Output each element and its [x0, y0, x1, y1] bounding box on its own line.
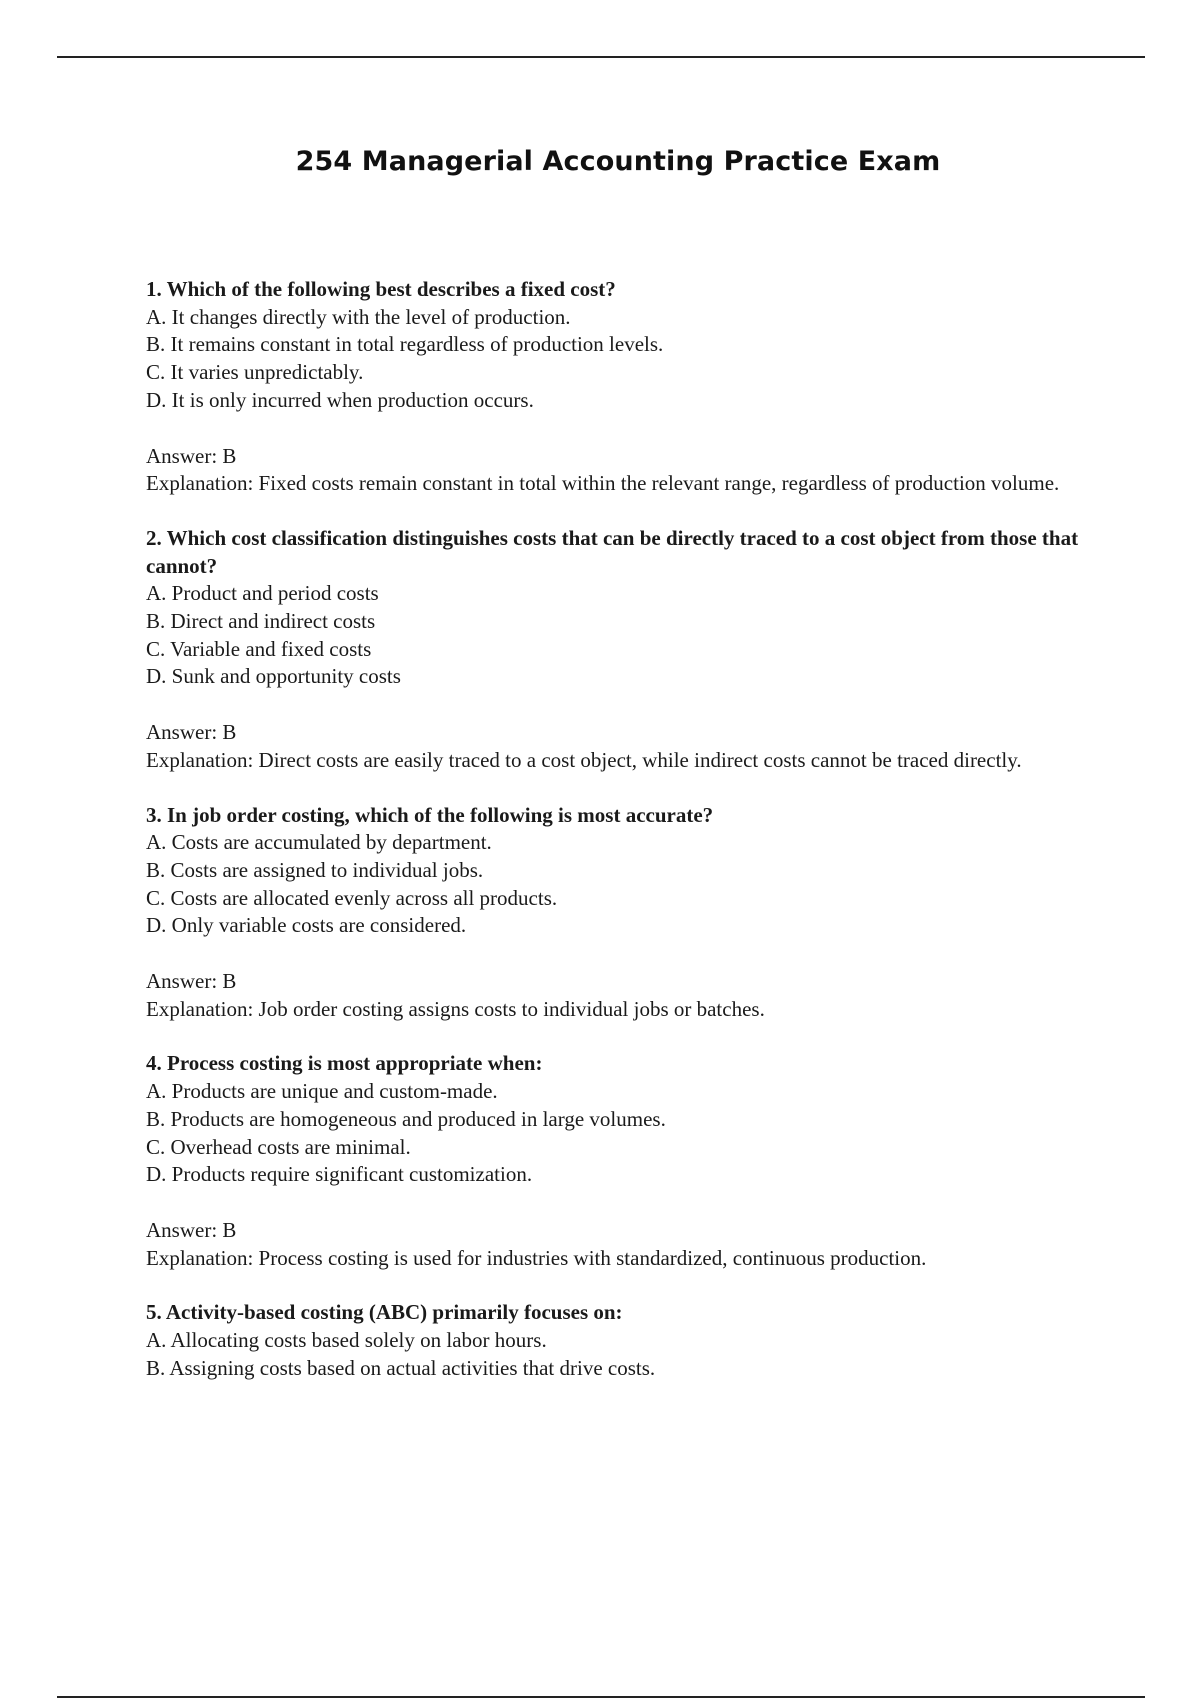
- question-4: [146, 1050, 1086, 1272]
- option-b: B. Direct and indirect costs: [146, 609, 376, 634]
- header-rule: [57, 56, 1145, 58]
- option-d: D. Sunk and opportunity costs: [146, 664, 401, 689]
- question-2: [146, 525, 1086, 775]
- option-b: B. It remains constant in total regardless of production levels.: [146, 332, 664, 357]
- option-c: C. It varies unpredictably.: [146, 360, 364, 385]
- answer-line: Answer: B: [146, 720, 237, 745]
- option-a: A. Allocating costs based solely on labor hours.: [146, 1328, 547, 1353]
- option-b: B. Assigning costs based on actual activities that drive costs.: [146, 1355, 656, 1380]
- question-text: 5. Activity-based costing (ABC) primarily focuses on:: [146, 1300, 623, 1325]
- option-a: A. Costs are accumulated by department.: [146, 830, 492, 855]
- question-text: 2. Which cost classification distinguishes costs that can be directly traced to a cost object from those that cannot?: [146, 525, 1079, 578]
- question-text: 1. Which of the following best describes a fixed cost?: [146, 277, 616, 301]
- option-d: D. It is only incurred when production occurs.: [146, 387, 534, 412]
- option-b: B. Costs are assigned to individual jobs.: [146, 857, 484, 882]
- explanation-line: Explanation: Fixed costs remain constant in total within the relevant range, regardless of production volume.: [146, 471, 1060, 496]
- option-d: D. Only variable costs are considered.: [146, 913, 467, 938]
- answer-block: [146, 968, 1086, 1023]
- option-c: C. Overhead costs are minimal.: [146, 1134, 411, 1159]
- option-a: A. Products are unique and custom-made.: [146, 1079, 498, 1104]
- question-5: [146, 1299, 1086, 1382]
- option-a: A. It changes directly with the level of production.: [146, 304, 571, 329]
- question-text: 4. Process costing is most appropriate when:: [146, 1051, 543, 1076]
- question-3: [146, 802, 1086, 1024]
- answer-block: [146, 443, 1086, 498]
- answer-line: Answer: B: [146, 969, 237, 994]
- answer-block: [146, 1217, 1086, 1272]
- option-c: C. Variable and fixed costs: [146, 636, 372, 661]
- question-text: 3. In job order costing, which of the following is most accurate?: [146, 802, 714, 827]
- option-c: C. Costs are allocated evenly across all products.: [146, 885, 558, 910]
- explanation-line: Explanation: Direct costs are easily traced to a cost object, while indirect costs cannot be traced directly.: [146, 747, 1022, 772]
- option-a: A. Product and period costs: [146, 581, 379, 606]
- answer-line: Answer: B: [146, 443, 237, 468]
- answer-line: Answer: B: [146, 1217, 237, 1242]
- explanation-line: Explanation: Job order costing assigns costs to individual jobs or batches.: [146, 996, 765, 1021]
- answer-block: [146, 719, 1086, 774]
- question-1: [146, 276, 1086, 498]
- option-b: B. Products are homogeneous and produced in large volumes.: [146, 1106, 666, 1131]
- question-list: [146, 276, 1086, 1383]
- document-title: 254 Managerial Accounting Practice Exam: [295, 146, 941, 177]
- footer-rule: [57, 1696, 1145, 1698]
- explanation-line: Explanation: Process costing is used for industries with standardized, continuous production.: [146, 1245, 927, 1270]
- option-d: D. Products require significant customization.: [146, 1162, 533, 1187]
